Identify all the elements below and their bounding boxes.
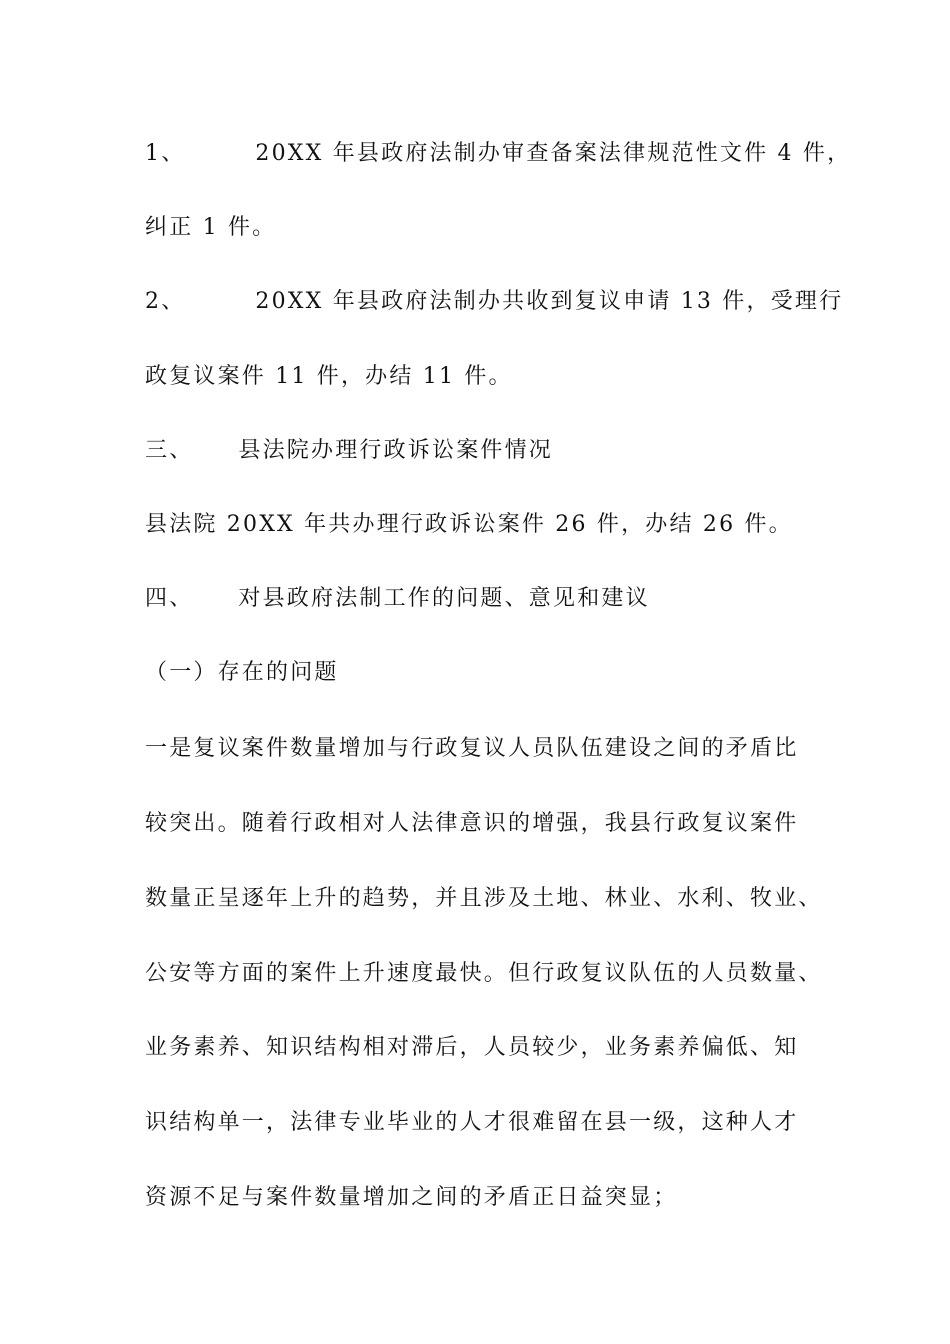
section-title: 对县政府法制工作的问题、意见和建议 xyxy=(238,586,650,611)
list-number: 1、 xyxy=(145,141,186,166)
list-item-1-line-2 xyxy=(145,213,276,243)
list-item-2-line-1 xyxy=(145,287,843,317)
paragraph-line: 识结构单一，法律专业毕业的人才很难留在县一级，这种人才 xyxy=(145,1110,799,1135)
list-text: 政复议案件 11 件，办结 11 件。 xyxy=(145,364,513,389)
paragraph-line: 公安等方面的案件上升速度最快。但行政复议队伍的人员数量、 xyxy=(145,961,823,986)
section-number: 四、 xyxy=(145,586,194,611)
paragraph-line: 资源不足与案件数量增加之间的矛盾正日益突显； xyxy=(145,1185,678,1210)
list-text: 20XX 年县政府法制办审查备案法律规范性文件 4 件， xyxy=(255,141,852,166)
paragraph-line: 数量正呈逐年上升的趋势，并且涉及土地、林业、水利、牧业、 xyxy=(145,886,823,911)
section-heading-4 xyxy=(145,584,650,614)
section-title: 县法院办理行政诉讼案件情况 xyxy=(238,438,554,463)
list-item-1-line-1 xyxy=(145,139,851,169)
section-3-body xyxy=(145,510,793,540)
list-item-2-line-2 xyxy=(145,362,513,392)
paragraph-text: 县法院 20XX 年共办理行政诉讼案件 26 件，办结 26 件。 xyxy=(145,512,793,537)
list-number: 2、 xyxy=(145,289,186,314)
list-text: 纠正 1 件。 xyxy=(145,215,277,240)
subheading-text: （一）存在的问题 xyxy=(145,660,339,685)
section-number: 三、 xyxy=(145,438,194,463)
paragraph-line: 业务素养、知识结构相对滞后，人员较少，业务素养偏低、知 xyxy=(145,1035,799,1060)
paragraph-line: 一是复议案件数量增加与行政复议人员队伍建设之间的矛盾比 xyxy=(145,736,799,761)
section-heading-3 xyxy=(145,436,553,466)
subheading xyxy=(145,658,339,688)
list-text: 20XX 年县政府法制办共收到复议申请 13 件，受理行 xyxy=(255,289,844,314)
paragraph-line: 较突出。随着行政相对人法律意识的增强，我县行政复议案件 xyxy=(145,811,799,836)
